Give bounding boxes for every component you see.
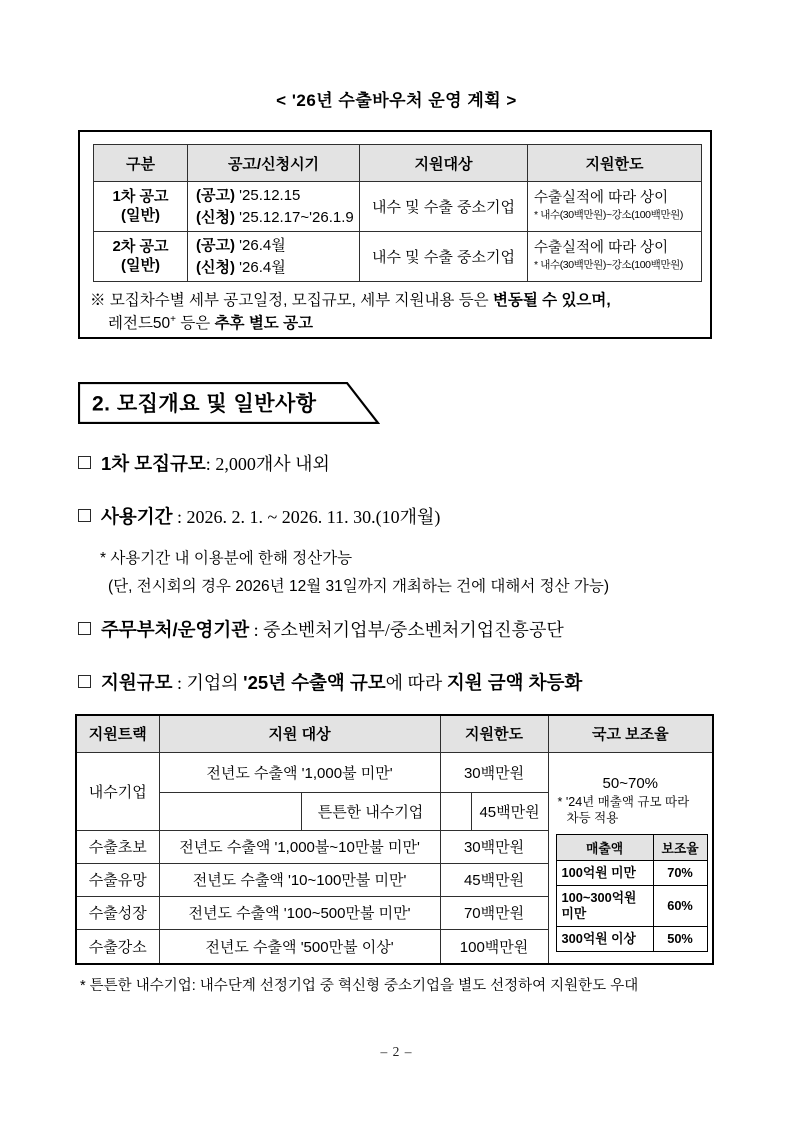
strong-target: 전년도 수출액 '500만불 이상': [159, 929, 440, 964]
plan-col-limit: 지원한도: [528, 145, 702, 182]
support-col-track: 지원트랙: [76, 715, 159, 752]
sales-under-100: 100억원 미만: [556, 861, 653, 886]
plan-table-row-1: [94, 182, 702, 232]
plan-row1-apply: (신청) '25.12.17~'26.1.9: [196, 208, 354, 226]
subsidy-row-1: [556, 861, 707, 886]
domestic-sub-limit: 45백만원: [471, 792, 548, 830]
track-strong: 수출강소: [76, 929, 159, 964]
square-bullet-icon: [78, 509, 91, 522]
support-track-table: [75, 714, 714, 965]
plan-note-line2: 레전드50+ 등은 추후 별도 공고: [108, 314, 314, 333]
plan-table-row-2: [94, 232, 702, 282]
domestic-target: 전년도 수출액 '1,000불 미만': [159, 752, 440, 792]
plan-row1-cat-line2: (일반): [121, 206, 160, 224]
table-footnote: * 튼튼한 내수기업: 내수단계 선정기업 중 혁신형 중소기업을 별도 선정하여 지원한도 우대: [80, 978, 639, 994]
plan-row2-cat-line1: 2차 공고: [112, 237, 169, 255]
sales-over-300: 300억원 이상: [556, 927, 653, 952]
plan-row1-notice: (공고) '25.12.15: [196, 186, 301, 204]
square-bullet-icon: [78, 456, 91, 469]
subsidy-table-header-row: [556, 835, 707, 861]
support-table-header-row: [76, 715, 713, 752]
strong-limit: 100백만원: [440, 929, 548, 964]
track-promising: 수출유망: [76, 863, 159, 896]
beginner-target: 전년도 수출액 '1,000불~10만불 미만': [159, 830, 440, 863]
plan-row2-limit: 수출실적에 따라 상이 * 내수(30백만원)~강소(100백만원): [528, 232, 702, 282]
bullet-ministry-agency: 주무부처/운영기관 : 중소벤처기업부/중소벤처기업진흥공단: [78, 616, 564, 642]
plan-row1-target: 내수 및 수출 중소기업: [360, 182, 528, 232]
subsidy-note: * '24년 매출액 규모 따라 차등 적용: [557, 794, 690, 826]
usage-period-note-2: (단, 전시회의 경우 2026년 12월 31일까지 개최하는 건에 대해서 정산 가능): [108, 578, 609, 595]
rate-70: 70%: [653, 861, 707, 886]
support-col-limit: 지원한도: [440, 715, 548, 752]
subsidy-range: 50~70%: [602, 774, 658, 792]
subsidy-row-2: [556, 886, 707, 927]
plan-row2-cat-line2: (일반): [121, 256, 160, 274]
promising-target: 전년도 수출액 '10~100만불 미만': [159, 863, 440, 896]
subsidy-col-rate: 보조율: [653, 835, 707, 861]
rate-50: 50%: [653, 927, 707, 952]
beginner-limit: 30백만원: [440, 830, 548, 863]
plan-row1-limit: 수출실적에 따라 상이 * 내수(30백만원)~강소(100백만원): [528, 182, 702, 232]
plan-row1-schedule: [188, 182, 360, 232]
plan-row1-cat-line1: 1차 공고: [112, 187, 169, 205]
plan-note-line1: ※ 모집차수별 세부 공고일정, 모집규모, 세부 지원내용 등은 변동될 수 있으며,: [90, 292, 611, 309]
domestic-sub-empty: [159, 792, 301, 830]
track-beginner: 수출초보: [76, 830, 159, 863]
square-bullet-icon: [78, 622, 91, 635]
subsidy-col-sales: 매출액: [556, 835, 653, 861]
track-growth: 수출성장: [76, 896, 159, 929]
bullet-recruit-scale: 1차 모집규모: 2,000개사 내외: [78, 450, 330, 476]
track-domestic: 내수기업: [76, 752, 159, 830]
plan-table: [93, 144, 702, 282]
support-col-target: 지원 대상: [159, 715, 440, 752]
section-header-title: 2. 모집개요 및 일반사항: [92, 392, 317, 416]
domestic-sub-target: 튼튼한 내수기업: [301, 792, 440, 830]
bullet-usage-period: 사용기간 : 2026. 2. 1. ~ 2026. 11. 30.(10개월): [78, 503, 440, 529]
subsidy-rate-table: [556, 834, 708, 952]
rate-60: 60%: [653, 886, 707, 927]
document-title: < '26년 수출바우처 운영 계획 >: [276, 91, 517, 110]
plan-row2-notice: (공고) '26.4월: [196, 236, 286, 254]
plan-row2-apply: (신청) '26.4월: [196, 258, 286, 276]
domestic-limit: 30백만원: [440, 752, 548, 792]
usage-period-note-1: * 사용기간 내 이용분에 한해 정산가능: [100, 550, 353, 567]
section-header-banner: [78, 382, 380, 424]
growth-limit: 70백만원: [440, 896, 548, 929]
plan-col-schedule: 공고/신청시기: [188, 145, 360, 182]
growth-target: 전년도 수출액 '100~500만불 미만': [159, 896, 440, 929]
plan-box: [78, 130, 712, 339]
sales-100-300: 100~300억원 미만: [556, 886, 653, 927]
promising-limit: 45백만원: [440, 863, 548, 896]
support-row-domestic: [76, 752, 713, 792]
page-number: – 2 –: [380, 1044, 413, 1059]
subsidy-cell: [548, 752, 713, 964]
plan-table-header-row: [94, 145, 702, 182]
plan-row2-target: 내수 및 수출 중소기업: [360, 232, 528, 282]
plan-row1-category: [94, 182, 188, 232]
support-col-subsidy: 국고 보조율: [548, 715, 713, 752]
plan-col-category: 구분: [94, 145, 188, 182]
plan-row2-category: [94, 232, 188, 282]
plan-row2-schedule: [188, 232, 360, 282]
subsidy-row-3: [556, 927, 707, 952]
bullet-support-scale: 지원규모 : 기업의 '25년 수출액 규모에 따라 지원 금액 차등화: [78, 669, 582, 695]
domestic-sub-limit-empty: [440, 792, 471, 830]
plan-col-target: 지원대상: [360, 145, 528, 182]
square-bullet-icon: [78, 675, 91, 688]
plan-note: [90, 289, 704, 336]
